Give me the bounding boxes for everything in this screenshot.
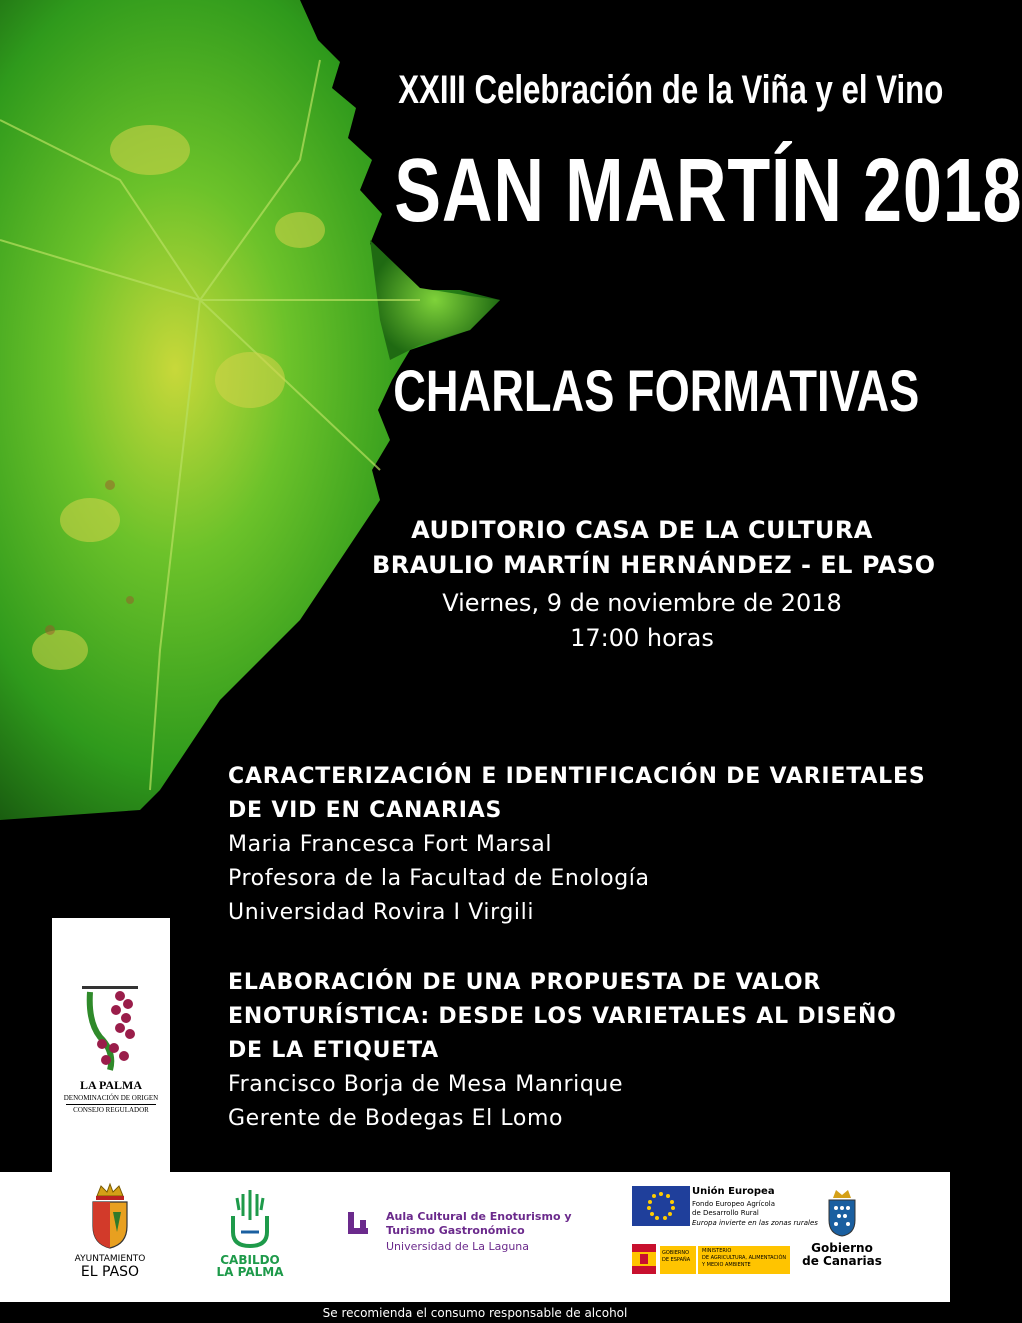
talk-2-title-line-2: ENOTURÍSTICA: DESDE LOS VARIETALES AL DISEÑO — [228, 1004, 897, 1029]
talk-1 — [228, 760, 928, 930]
canarias-line-2: de Canarias — [802, 1254, 882, 1268]
cabildo-line-2: LA PALMA — [216, 1265, 284, 1279]
talk-2-role: Gerente de Bodegas El Lomo — [228, 1106, 564, 1131]
cabildo-line-1: CABILDO — [220, 1253, 280, 1267]
talk-1-role: Profesora de la Facultad de Enología — [228, 866, 650, 891]
la-palma-do-logo — [52, 918, 170, 1173]
sponsors-bar — [0, 1172, 950, 1302]
gob-espana-left-1: GOBIERNO — [662, 1250, 690, 1256]
cabildo-la-palma-logo — [210, 1186, 290, 1279]
talk-1-speaker: Maria Francesca Fort Marsal — [228, 832, 553, 857]
do-subtitle: DENOMINACIÓN DE ORIGEN — [63, 1094, 159, 1102]
talk-2-title-line-3: DE LA ETIQUETA — [228, 1038, 439, 1063]
spain-arms-icon — [632, 1244, 656, 1274]
ue-line-2: de Desarrollo Rural — [692, 1209, 759, 1217]
talk-2-speaker: Francisco Borja de Mesa Manrique — [228, 1072, 624, 1097]
talk-1-title-line-1: CARACTERIZACIÓN E IDENTIFICACIÓN DE VARIETALES — [228, 764, 926, 789]
ayuntamiento-el-paso-logo — [60, 1182, 160, 1280]
gob-espana-left-2: DE ESPAÑA — [662, 1257, 691, 1263]
talk-1-org: Universidad Rovira I Virgili — [228, 900, 535, 925]
disclaimer: Se recomienda el consumo responsable de alcohol — [0, 1303, 950, 1323]
gob-espana-right-1: MINISTERIO — [702, 1248, 732, 1254]
page-title: SAN MARTÍN 2018 — [394, 141, 1022, 241]
gob-espana-right-2: DE AGRICULTURA, ALIMENTACIÓN — [702, 1255, 787, 1261]
ue-title: Unión Europea — [692, 1186, 775, 1197]
aula-mark-icon — [346, 1210, 374, 1236]
supertitle: XXIII Celebración de la Viña y el Vino — [398, 68, 944, 112]
gobierno-espana-logo — [632, 1244, 790, 1276]
venue-line-2: BRAULIO MARTÍN HERNÁNDEZ - EL PASO — [372, 551, 936, 579]
canarias-line-1: Gobierno — [811, 1241, 873, 1255]
eu-flag-icon — [632, 1186, 690, 1226]
ue-line-3: Europa invierte en las zonas rurales — [692, 1219, 818, 1227]
event-date: Viernes, 9 de noviembre de 2018 — [442, 589, 842, 617]
cabildo-emblem-icon — [225, 1186, 275, 1250]
do-council: CONSEJO REGULADOR — [66, 1104, 156, 1114]
ayuntamiento-line-2: EL PASO — [80, 1264, 140, 1280]
ayuntamiento-line-1: AYUNTAMIENTO — [74, 1254, 146, 1264]
coat-of-arms-icon — [87, 1182, 133, 1250]
vine-logo-icon — [80, 982, 142, 1072]
union-europea-logo — [632, 1186, 818, 1230]
talk-2 — [228, 966, 928, 1136]
gobierno-canarias-logo — [800, 1188, 884, 1268]
canarias-arms-icon — [825, 1188, 859, 1238]
venue-line-1: AUDITORIO CASA DE LA CULTURA — [411, 516, 873, 544]
talk-1-title-line-2: DE VID EN CANARIAS — [228, 798, 503, 823]
ue-line-1: Fondo Europeo Agrícola — [692, 1200, 775, 1208]
aula-line-3: Universidad de La Laguna — [386, 1240, 530, 1253]
gob-espana-right-3: Y MEDIO AMBIENTE — [702, 1262, 751, 1268]
section-title: CHARLAS FORMATIVAS — [393, 359, 920, 424]
talk-2-title-line-1: ELABORACIÓN DE UNA PROPUESTA DE VALOR — [228, 970, 822, 995]
aula-line-1: Aula Cultural de Enoturismo y — [386, 1210, 572, 1223]
do-name: LA PALMA — [79, 1078, 143, 1092]
aula-line-2: Turismo Gastronómico — [386, 1224, 525, 1237]
event-time: 17:00 horas — [570, 624, 714, 652]
